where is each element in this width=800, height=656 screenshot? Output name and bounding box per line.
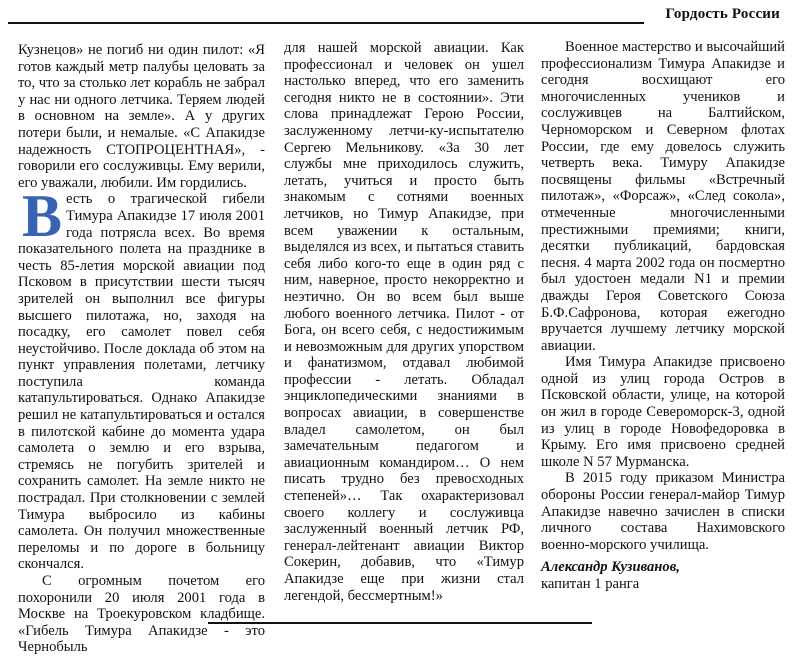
author-name: Александр Кузиванов,: [541, 559, 680, 576]
paragraph: Кузнецов» не погиб ни один пилот: «Я готов каждый метр палубы целовать за то, что за столько лет корабль не забрал у нас ни одного летчика. Теряем людей в основном на земле». А у других потери были, и немалые. «С Апакидзе надежность СТОПРОЦЕНТНАЯ», - говорили его сослуживцы. Ему верили, его уважали, любили. Им гордились.: [18, 42, 265, 191]
author-rank: капитан 1 ранга: [541, 576, 640, 592]
header-rule: [8, 22, 644, 24]
column-3: [541, 39, 785, 593]
footer-rule: [208, 622, 592, 624]
drop-cap-letter: В: [22, 183, 63, 250]
paragraph: С огромным почетом его похоронили 20 июля 2001 года в Москве на Троекуровском кладбище. «Гибель Тимура Апакидзе - это Чернобыль: [18, 573, 265, 656]
section-title: Гордость России: [665, 6, 780, 22]
paragraph-text: есть о трагической гибели Тимура Апакидзе 17 июля 2001 года потрясла всех. Во время показательного полета на празднике в честь 85-летия морской авиации под Псковом в присутствии шести тысяч зрителей он выполнил все фигуры высшего пилотажа, но, заходя на посадку, его самолет повел себя неустойчиво. После доклада об этом на пункт управления полетами, летчику поступила команда катапультироваться. Однако Апакидзе решил не катапультироваться и остался в пилотской кабине до момента удара самолета о землю и его взрыва, стремясь не погубить зрителей и сохранить самолет. На земле никто не пострадал. При столкновении с землей Тимура выбросило из кабины самолета. Он получил множественные переломы и по дороге в больницу скончался.: [18, 191, 265, 573]
paragraph: Имя Тимура Апакидзе присвоено одной из улиц города Остров в Псковской области, улице, на которой он жил в городе Североморск-3, одной из улиц в городе Новофедоровка в Крыму. Его имя присвоено средней школе N 57 Мурманска.: [541, 354, 785, 470]
paragraph: для нашей морской авиации. Как профессионал и человек он ушел настолько вперед, что его заменить сегодня никто не в состоянии». Эти слова принадлежат Герою России, заслуженному летчи-ку-испытателю Сергею Мельникову. «За 30 лет службы мне приходилось служить, летать, учиться и просто быть знакомым с сотнями военных летчиков, но Тимур Апакидзе, при всем уважении к остальным, выделялся из всех, и пытаться ставить себя либо кого-то еще в один ряд с ним, наверное, просто некорректно и неэтично. Он во всем был выше любого военного летчика. Пилот - от Бога, он всего себя, с недостижимым и невозможным для других упорством и фанатизмом, отдавал любимой профессии - летать. Обладал энциклопедическими знаниями в вопросах авиации, в совершенстве владел самолетом, он был замечательным педагогом и авиационным командиром… О нем писать трудно без превосходных степеней»… Так охарактеризовал своего коллегу и сослуживца заслуженный военный летчик РФ, генерал-лейтенант авиации Виктор Сокерин, добавив, что «Тимур Апакидзе еще при жизни стал легендой, бессмертным!»: [284, 40, 524, 604]
paragraph: Военное мастерство и высочайший профессионализм Тимура Апакидзе и сегодня восхищают его многочисленных учеников и сослуживцев на Балтийском, Черноморском и Северном флотах России, где ему довелось служить четверть века. Тимуру Апакидзе посвящены фильмы «Встречный пилотаж», «Форсаж», «След сокола», отмеченные многочисленными престижными премиями; книги, десятки публикаций, бардовская песня. 4 марта 2002 года он посмертно был удостоен медали N1 и премии дважды Героя Советского Союза Б.Ф.Сафронова, которая ежегодно вручается лучшему летчику морской авиации.: [541, 39, 785, 354]
paragraph: В 2015 году приказом Министра обороны России генерал-майор Тимур Апакидзе навечно зачислен в списки личного состава Нахимовского военно-морского училища.: [541, 470, 785, 553]
paragraph-with-dropcap: [18, 183, 265, 573]
column-2: [284, 40, 524, 604]
signature: [541, 559, 785, 592]
column-1: [18, 42, 265, 656]
